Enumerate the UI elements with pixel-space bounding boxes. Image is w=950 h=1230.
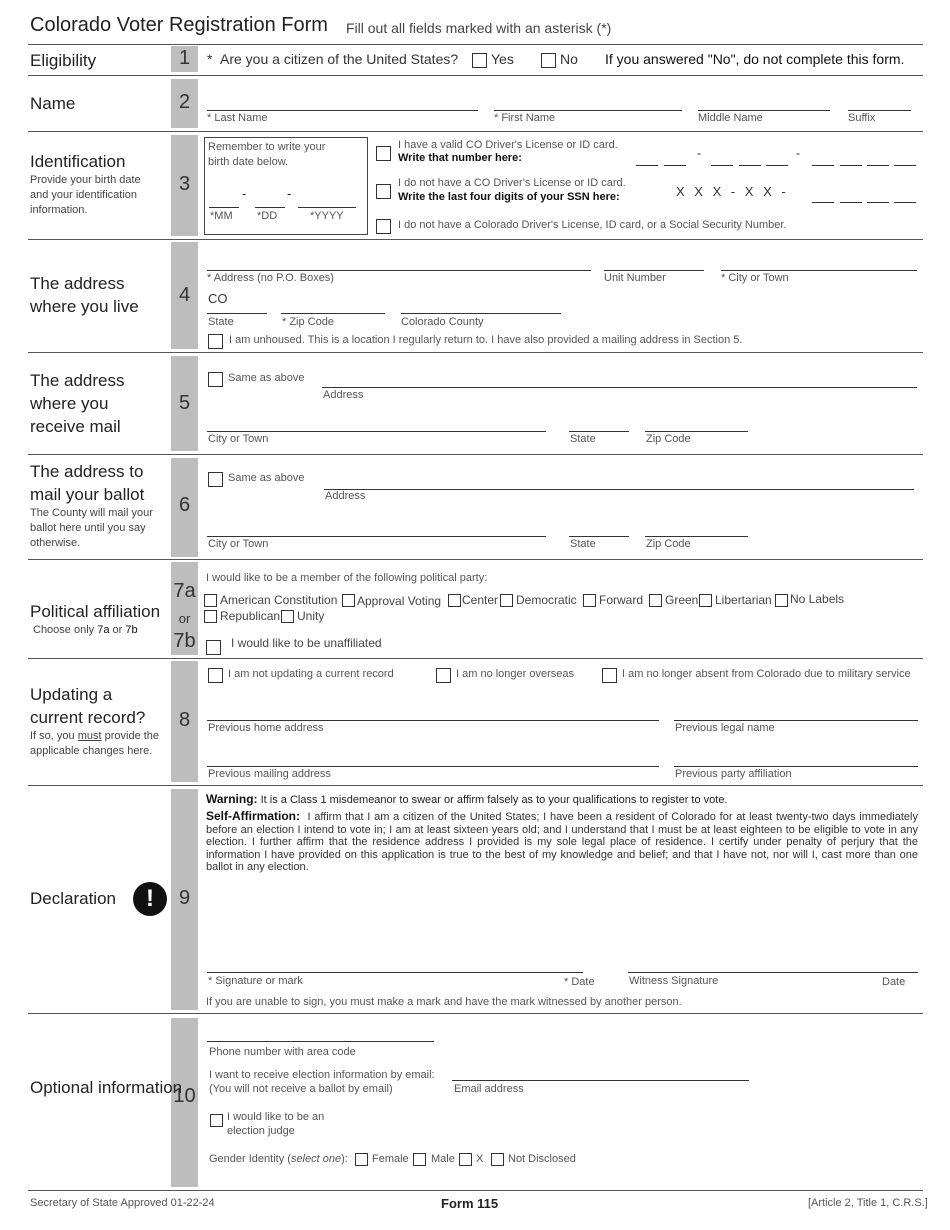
divider <box>28 658 923 659</box>
witness-date-label: Date <box>882 976 906 988</box>
no-longer-absent-label: I am no longer absent from Colorado due to military service <box>622 668 911 680</box>
citizen-no-label: No <box>560 51 578 67</box>
previous-home-address-field[interactable] <box>207 720 659 721</box>
citizen-no-checkbox[interactable] <box>541 53 556 68</box>
ballot-address-field[interactable] <box>324 489 914 490</box>
section-3-number: 3 <box>178 173 191 195</box>
ballot-address-label: Address <box>325 490 366 502</box>
form-subtitle: Fill out all fields marked with an asterisk (*) <box>346 20 612 36</box>
previous-mailing-address-field[interactable] <box>207 766 659 767</box>
residence-city-field[interactable] <box>721 270 917 271</box>
section-7-or: or <box>178 611 191 626</box>
divider <box>28 559 923 560</box>
mail-city-label: City or Town <box>208 433 269 445</box>
no-co-license-label: I do not have a CO Driver's License or ID card. <box>398 177 626 189</box>
unit-number-label: Unit Number <box>604 272 666 284</box>
divider <box>28 131 923 132</box>
section-1-number: 1 <box>178 47 191 69</box>
county-field[interactable] <box>401 313 561 314</box>
unit-number-field[interactable] <box>604 270 704 271</box>
party-label: American Constitution <box>220 593 338 607</box>
birth-date-reminder: Remember to write your birth date below. <box>208 141 326 168</box>
section-6-number: 6 <box>178 494 191 516</box>
witness-signature-label: Witness Signature <box>629 975 719 987</box>
county-label: Colorado County <box>401 316 484 328</box>
section-1-label: Eligibility <box>30 51 97 70</box>
ballot-city-label: City or Town <box>208 538 269 550</box>
email-disclaimer: (You will not receive a ballot by email) <box>209 1083 393 1095</box>
ballot-zip-field[interactable] <box>645 536 748 537</box>
ballot-zip-label: Zip Code <box>646 538 691 550</box>
party-label: Democratic <box>516 593 577 607</box>
ballot-same-as-above-checkbox[interactable] <box>208 472 223 487</box>
unhoused-checkbox[interactable] <box>208 334 223 349</box>
gender-option-label: Male <box>431 1153 455 1165</box>
party-checkbox-democratic[interactable] <box>500 594 513 607</box>
not-updating-checkbox[interactable] <box>208 668 223 683</box>
form-number: Form 115 <box>441 1196 499 1211</box>
divider <box>28 75 923 76</box>
write-number-label: Write that number here: <box>398 152 522 164</box>
mail-address-label: Address <box>323 389 364 401</box>
warning-icon: ! <box>133 882 167 916</box>
unable-to-sign-note: If you are unable to sign, you must make a mark and have the mark witnessed by another person. <box>206 996 682 1008</box>
party-checkbox-center[interactable] <box>448 594 461 607</box>
ballot-state-label: State <box>570 538 596 550</box>
divider <box>28 239 923 240</box>
citizenship-question: Are you a citizen of the United States? <box>220 51 459 67</box>
divider <box>28 785 923 786</box>
previous-home-address-label: Previous home address <box>208 722 324 734</box>
no-longer-overseas-checkbox[interactable] <box>436 668 451 683</box>
witness-signature-field[interactable] <box>628 972 918 973</box>
section-6-label: The address to mail your ballot <box>30 462 145 504</box>
ballot-state-field[interactable] <box>569 536 629 537</box>
form-title: Colorado Voter Registration Form <box>30 14 328 36</box>
license-digit-field[interactable] <box>812 165 834 166</box>
party-checkbox-unity[interactable] <box>281 610 294 623</box>
birth-year-field[interactable] <box>298 207 356 208</box>
email-label: Email address <box>454 1083 524 1095</box>
signature-label: * Signature or mark <box>208 975 303 987</box>
party-label: Republican <box>220 609 281 623</box>
residence-state-field[interactable] <box>207 313 267 314</box>
residence-state-label: State <box>208 316 234 328</box>
first-name-label: * First Name <box>494 112 556 124</box>
statute-reference: [Article 2, Title 1, C.R.S.] <box>808 1197 928 1209</box>
gender-option-label: Not Disclosed <box>508 1153 576 1165</box>
ssn-digit-field[interactable] <box>894 202 916 203</box>
eligibility-warning: If you answered "No", do not complete this form. <box>605 51 905 67</box>
party-label: No Labels <box>790 592 845 606</box>
party-label: Approval Voting <box>357 594 442 608</box>
gender-not-disclosed-checkbox[interactable] <box>491 1153 504 1166</box>
party-label: Forward <box>599 593 644 607</box>
section-4-number: 4 <box>178 284 191 306</box>
mail-same-as-above-checkbox[interactable] <box>208 372 223 387</box>
section-9-number: 9 <box>178 887 191 909</box>
state-value: CO <box>208 291 228 306</box>
residence-city-label: * City or Town <box>721 272 789 284</box>
gender-x-checkbox[interactable] <box>459 1153 472 1166</box>
section-10-label: Optional information <box>30 1078 183 1097</box>
mm-label: *MM <box>210 210 233 222</box>
residence-zip-field[interactable] <box>281 313 385 314</box>
signature-date-label: * Date <box>564 976 595 988</box>
middle-name-field[interactable] <box>698 110 830 111</box>
ballot-same-label: Same as above <box>228 472 305 484</box>
section-5-label: The address where you receive mail <box>30 371 125 436</box>
self-affirmation: Self-Affirmation: I affirm that I am a citizen of the United States; I have been a resident of Colorado for at least twenty-two days immediately before an election I intend to vote in; I am at least sixteen years old; and I understand that I must be at least eighteen to be eligible to vote in any election. I further affirm that the residence address I provided is my sole legal place of residence. I certify under penalty of perjury that the information I have provided on this application is true to the best of my knowledge and belief; and that I have not, nor will I, cast more than one ballot in any election. <box>206 809 918 874</box>
section-6-note: The County will mail your ballot here until you say otherwise. <box>30 507 153 549</box>
ssn-digit-field[interactable] <box>812 202 834 203</box>
previous-mailing-address-label: Previous mailing address <box>208 768 331 780</box>
date-separator: - <box>242 186 247 201</box>
ballot-city-field[interactable] <box>207 536 546 537</box>
residence-address-label: * Address (no P.O. Boxes) <box>207 272 334 284</box>
license-separator: - <box>697 146 701 160</box>
phone-label: Phone number with area code <box>209 1046 356 1058</box>
section-8-note: If so, you must provide the applicable changes here. <box>30 730 160 757</box>
party-checkbox-libertarian[interactable] <box>699 594 712 607</box>
unaffiliated-checkbox[interactable] <box>206 640 221 655</box>
suffix-field[interactable] <box>848 110 911 111</box>
party-checkbox-no-labels[interactable] <box>775 594 788 607</box>
approval-footer: Secretary of State Approved 01-22-24 <box>30 1197 215 1209</box>
party-label: Unity <box>297 609 325 623</box>
license-separator: - <box>796 146 800 160</box>
mail-city-field[interactable] <box>207 431 546 432</box>
section-3-note: Provide your birth date and your identification information. <box>30 174 141 216</box>
previous-legal-name-field[interactable] <box>674 720 918 721</box>
previous-party-field[interactable] <box>674 766 918 767</box>
election-judge-label: I would like to be an election judge <box>227 1111 325 1137</box>
ssn-digit-field[interactable] <box>867 202 889 203</box>
previous-party-label: Previous party affiliation <box>675 768 792 780</box>
section-7-label: Political affiliation <box>30 602 161 621</box>
gender-option-label: X <box>476 1153 484 1165</box>
section-7b-number: 7b <box>173 630 196 652</box>
license-digit-field[interactable] <box>636 165 658 166</box>
section-3-label: Identification <box>30 152 126 171</box>
signature-field[interactable] <box>207 972 583 973</box>
section-7a-number: 7a <box>173 580 196 602</box>
divider <box>28 1190 923 1191</box>
no-id-label: I do not have a Colorado Driver's License, ID card, or a Social Security Number. <box>398 219 787 231</box>
no-longer-absent-checkbox[interactable] <box>602 668 617 683</box>
party-label: Libertarian <box>715 593 772 607</box>
date-separator: - <box>287 186 292 201</box>
section-2-number: 2 <box>178 91 191 113</box>
party-label: Green <box>665 593 699 607</box>
has-co-license-label: I have a valid CO Driver's License or ID card. <box>398 139 618 151</box>
citizen-yes-checkbox[interactable] <box>472 53 487 68</box>
unhoused-label: I am unhoused. This is a location I regularly return to. I have also provided a mailing address in Section 5. <box>229 334 743 346</box>
residence-address-field[interactable] <box>207 270 591 271</box>
ssn-mask: X X X - X X - <box>676 184 786 199</box>
license-digit-field[interactable] <box>664 165 686 166</box>
mail-same-label: Same as above <box>228 372 305 384</box>
section-4-label: The address where you live <box>30 274 139 316</box>
party-checkbox-forward[interactable] <box>583 594 596 607</box>
section-9-label: Declaration <box>30 889 116 908</box>
birth-day-field[interactable] <box>255 207 285 208</box>
party-checkbox-approval-voting[interactable] <box>342 594 355 607</box>
email-field[interactable] <box>452 1080 749 1081</box>
gender-label: Gender Identity (select one): <box>209 1153 348 1165</box>
suffix-label: Suffix <box>848 112 876 124</box>
no-co-license-checkbox[interactable] <box>376 184 391 199</box>
section-5-number: 5 <box>178 392 191 414</box>
section-8-label: Updating a current record? <box>30 685 146 727</box>
last-name-field[interactable] <box>207 110 478 111</box>
phone-field[interactable] <box>207 1041 434 1042</box>
gender-option-label: Female <box>372 1153 409 1165</box>
divider <box>28 44 923 45</box>
section-10-number: 10 <box>173 1085 196 1107</box>
divider <box>28 454 923 455</box>
party-checkbox-republican[interactable] <box>204 610 217 623</box>
ssn-instruction: Write the last four digits of your SSN here: <box>398 191 620 203</box>
mail-zip-label: Zip Code <box>646 433 691 445</box>
divider <box>28 352 923 353</box>
last-name-label: * Last Name <box>207 112 268 124</box>
section-2-label: Name <box>30 94 76 113</box>
section-7-note: Choose only 7a or 7b <box>33 624 138 636</box>
mail-address-field[interactable] <box>322 387 917 388</box>
required-asterisk: * <box>207 51 213 67</box>
has-co-license-checkbox[interactable] <box>376 146 391 161</box>
unaffiliated-label: I would like to be unaffiliated <box>231 636 382 650</box>
license-digit-field[interactable] <box>766 165 788 166</box>
party-checkbox-american-constitution[interactable] <box>204 594 217 607</box>
divider <box>28 1013 923 1014</box>
section-8-number: 8 <box>178 709 191 731</box>
not-updating-label: I am not updating a current record <box>228 668 394 680</box>
yyyy-label: *YYYY <box>310 210 344 222</box>
mail-state-field[interactable] <box>569 431 629 432</box>
email-question: I want to receive election information by email: <box>209 1069 435 1081</box>
first-name-field[interactable] <box>494 110 682 111</box>
party-checkbox-green[interactable] <box>649 594 662 607</box>
party-label: Center <box>462 593 499 607</box>
dd-label: *DD <box>257 210 278 222</box>
license-digit-field[interactable] <box>840 165 862 166</box>
middle-name-label: Middle Name <box>698 112 763 124</box>
license-digit-field[interactable] <box>894 165 916 166</box>
gender-male-checkbox[interactable] <box>413 1153 426 1166</box>
license-digit-field[interactable] <box>867 165 889 166</box>
residence-zip-label: * Zip Code <box>282 316 334 328</box>
license-digit-field[interactable] <box>739 165 761 166</box>
no-longer-overseas-label: I am no longer overseas <box>456 668 575 680</box>
no-id-checkbox[interactable] <box>376 219 391 234</box>
mail-zip-field[interactable] <box>645 431 748 432</box>
party-intro: I would like to be a member of the following political party: <box>206 572 488 584</box>
ssn-digit-field[interactable] <box>840 202 862 203</box>
license-digit-field[interactable] <box>711 165 733 166</box>
election-judge-checkbox[interactable] <box>210 1114 223 1127</box>
previous-legal-name-label: Previous legal name <box>675 722 775 734</box>
mail-state-label: State <box>570 433 596 445</box>
warning-statement: Warning: It is a Class 1 misdemeanor to swear or affirm falsely as to your qualifications to register to vote. <box>206 792 728 806</box>
birth-month-field[interactable] <box>209 207 239 208</box>
gender-female-checkbox[interactable] <box>355 1153 368 1166</box>
citizen-yes-label: Yes <box>491 51 514 67</box>
